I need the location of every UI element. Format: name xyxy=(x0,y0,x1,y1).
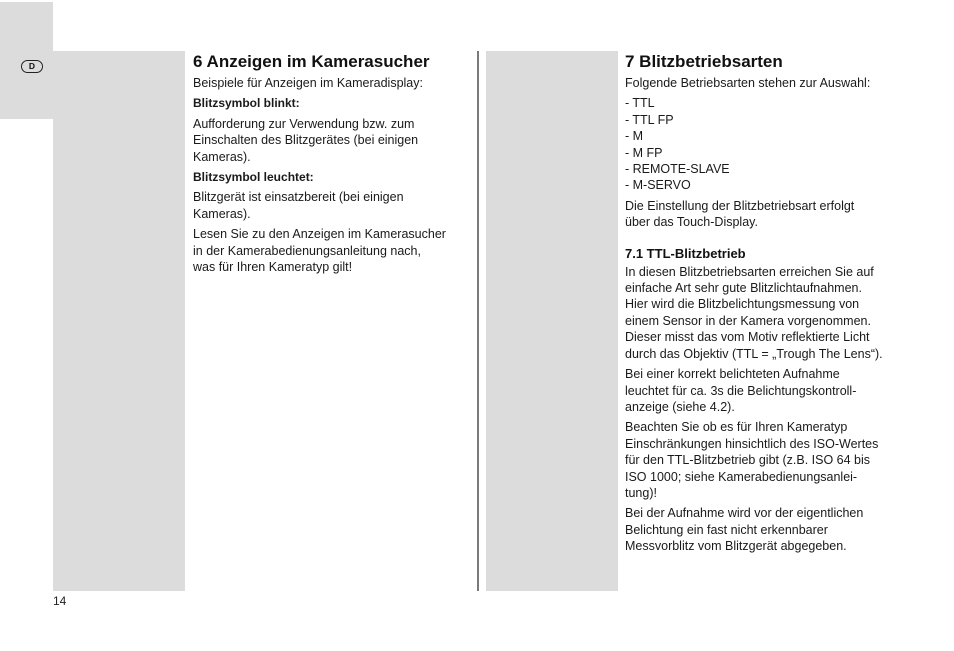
viewfinder-note: Lesen Sie zu den Anzeigen im Kamerasucher in der Kamerabedienungsanleitung nach, was für Ihren Kameratyp gilt! xyxy=(193,227,446,275)
list-item: - M FP xyxy=(625,145,663,160)
ttl-paragraph-1: In diesen Blitzbetriebsarten erreichen Sie auf einfache Art sehr gute Blitzlichtaufnahmen. Hier wird die Blitzbelichtungsmessung von einem Sensor in der Kamera vorgenommen. Dieser misst das vom Motiv reflektierte Licht durch das Objektiv (TTL = „Trough The Lens“). xyxy=(625,264,883,361)
lit-subheading: Blitzsymbol leuchtet: xyxy=(193,170,314,185)
touch-display-note: Die Einstellung der Blitzbetriebsart erfolgt über das Touch-Display. xyxy=(625,198,855,230)
right-margin-bar xyxy=(486,51,618,591)
ttl-paragraph-4: Bei der Aufnahme wird vor der eigentlichen Belichtung ein fast nicht erkennbarer Messvorblitz vom Blitzgerät abgegeben. xyxy=(625,506,864,554)
column-divider xyxy=(477,51,479,591)
page-number: 14 xyxy=(53,594,67,608)
list-item: - TTL FP xyxy=(625,112,674,127)
section-6-heading: 6 Anzeigen im Kamerasucher xyxy=(193,52,430,71)
left-intro: Beispiele für Anzeigen im Kameradisplay: xyxy=(193,76,423,90)
list-item: - TTL xyxy=(625,96,655,111)
flash-mode-list xyxy=(625,95,910,193)
right-intro: Folgende Betriebsarten stehen zur Auswahl: xyxy=(625,76,871,90)
list-item: - M-SERVO xyxy=(625,178,691,193)
ttl-paragraph-3: Beachten Sie ob es für Ihren Kameratyp Einschränkungen hinsichtlich des ISO-Wertes für den TTL-Blitzbetrieb gibt (z.B. ISO 64 bis ISO 1000; siehe Kamerabedienungsanlei- tung)! xyxy=(625,420,879,500)
lit-text: Blitzgerät ist einsatzbereit (bei einigen Kameras). xyxy=(193,190,404,221)
section-7-heading: 7 Blitzbetriebsarten xyxy=(625,52,783,71)
ttl-paragraph-2: Bei einer korrekt belichteten Aufnahme leuchtet für ca. 3s die Belichtungskontroll- anzeige (siehe 4.2). xyxy=(625,367,857,414)
right-column xyxy=(625,52,910,559)
left-column xyxy=(193,52,471,279)
list-item: - M xyxy=(625,129,644,144)
section-7-1-heading: 7.1 TTL-Blitzbetrieb xyxy=(625,245,746,261)
blinking-text: Aufforderung zur Verwendung bzw. zum Einschalten des Blitzgerätes (bei einigen Kameras). xyxy=(193,116,419,164)
language-badge: D xyxy=(21,60,43,73)
list-item: - REMOTE-SLAVE xyxy=(625,162,730,177)
blinking-subheading: Blitzsymbol blinkt: xyxy=(193,96,300,111)
left-margin-bar xyxy=(53,51,185,591)
